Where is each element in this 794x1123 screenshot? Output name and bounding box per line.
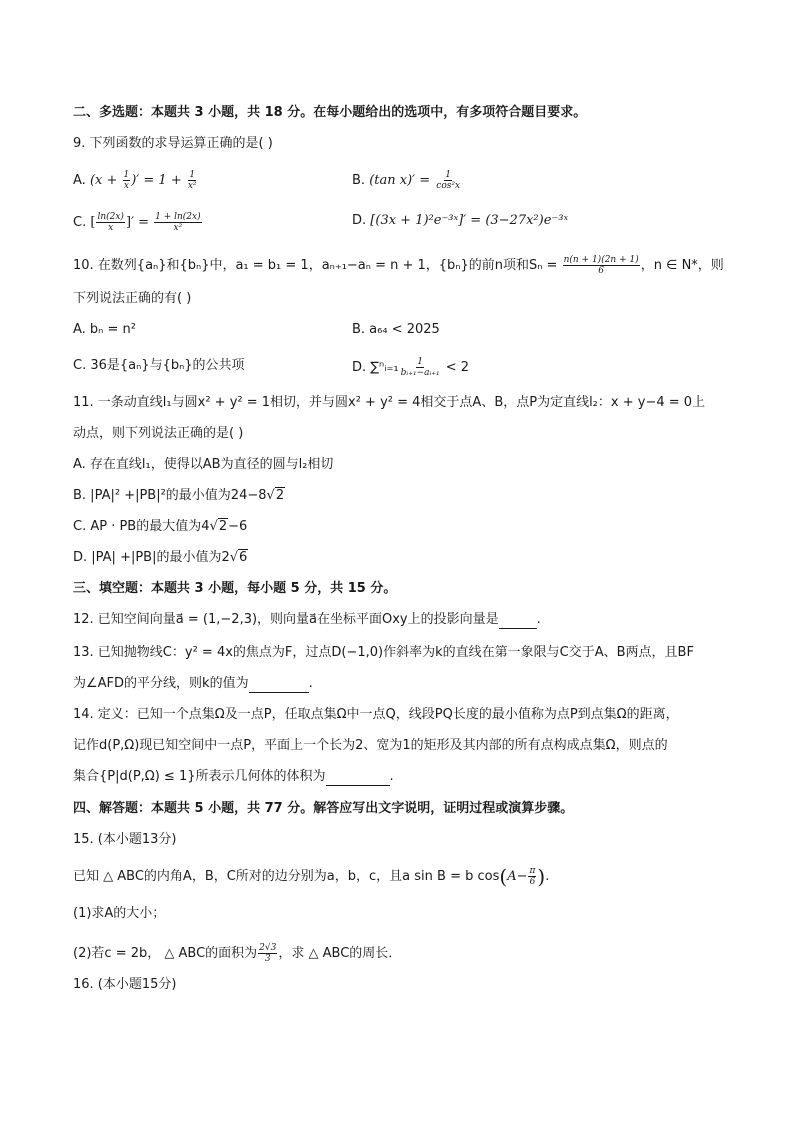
- question-15-title: 15. (本小题13分): [73, 832, 177, 847]
- q9-option-b: B. (tan x)′ = $\frac{1}{\text{cos²x}}$: [352, 170, 461, 191]
- question-15-stem: 已知 △ ABC的内角A，B，C所对的边分别为a，b，c，且a sin B = b cos(A− $\frac{\pi}{6}$ ).: [73, 864, 550, 889]
- fraction: $\frac{1}{\text{cos²x}}$: [436, 170, 461, 191]
- question-13-stem-cont: 为∠AFD的平分线，则k的值为 .: [73, 676, 313, 691]
- q9-option-d: D. [(3x + 1)²e⁻³ˣ]′ = (3−27x²)e⁻³ˣ: [352, 213, 569, 228]
- q11-option-d: D. |PA| +|PB|的最小值为2√6: [73, 550, 248, 565]
- q10-option-c: C. 36是{aₙ}与{bₙ}的公共项: [73, 358, 245, 373]
- section-2-header: 二、多选题：本题共 3 小题，共 18 分。在每小题给出的选项中，有多项符合题目要求。: [73, 105, 587, 120]
- q9-option-c: C. [ $\frac{\ln(2x)}{x}$ ]′ = $\frac{1 + \ln(2x)}{\text{x²}}$: [73, 212, 201, 233]
- q9-option-a: A. (x + $\frac{1}{x}$ )′ = 1 + $\frac{1}{\text{x²}}$: [73, 170, 197, 191]
- q10-option-a: A. bₙ = n²: [73, 322, 136, 337]
- fraction: $\frac{1}{\text{bᵢ₊₁−aᵢ₊₁}}$: [400, 357, 440, 378]
- section-3-header: 三、填空题：本题共 3 小题，每小题 5 分，共 15 分。: [73, 581, 397, 596]
- question-11-stem: 11. 一条动直线l₁与圆x² + y² = 1相切，并与圆x² + y² = 4相交于点A、B，点P为定直线l₂：x + y−4 = 0上: [73, 395, 706, 410]
- answer-blank[interactable]: [326, 773, 390, 786]
- fraction: $\frac{1 + \ln(2x)}{\text{x²}}$: [155, 212, 201, 233]
- question-16-title: 16. (本小题15分): [73, 977, 177, 992]
- fraction: $\frac{1}{x}$: [123, 170, 130, 191]
- q11-option-a: A. 存在直线l₁，使得以AB为直径的圆与l₂相切: [73, 457, 334, 472]
- q10-option-b: B. a₆₄ < 2025: [352, 322, 440, 337]
- answer-blank[interactable]: [249, 680, 309, 693]
- q9-a-expr-1: (x +: [89, 173, 122, 188]
- q9-b-expr: (tan x)′ =: [369, 173, 435, 188]
- question-13-stem: 13. 已知抛物线C：y² = 4x的焦点为F，过点D(−1,0)作斜率为k的直线在第一象限与C交于A、B两点，且BF: [73, 645, 694, 660]
- q11-option-c: C. AP · PB的最大值为4√2−6: [73, 519, 248, 534]
- fraction: $\frac{1}{\text{x²}}$: [187, 170, 197, 191]
- fraction: $\frac{n(n + 1)(2n + 1)}{6}$: [563, 255, 639, 276]
- section-4-header: 四、解答题：本题共 5 小题，共 77 分。解答应写出文字说明，证明过程或演算步骤。: [73, 801, 574, 816]
- q9-a-expr-2: )′ = 1 +: [131, 173, 186, 188]
- question-12: 12. 已知空间向量a⃗ = (1,−2,3)，则向量a⃗在坐标平面Oxy上的投影向量是 .: [73, 612, 541, 627]
- question-14-stem-cont: 记作d(P,Ω)现已知空间中一点P，平面上一个长为2、宽为1的矩形及其内部的所有点构成点集Ω，则点的: [73, 738, 668, 753]
- question-14-stem: 14. 定义：已知一个点集Ω及一点P，任取点集Ω中一点Q，线段PQ长度的最小值称为点P到点集Ω的距离，: [73, 707, 679, 722]
- question-15-part-1: (1)求A的大小；: [73, 906, 166, 921]
- q10-option-d: D. ∑ⁿᵢ₌₁ $\frac{1}{\text{bᵢ₊₁−aᵢ₊₁}}$ < 2: [352, 357, 470, 378]
- question-11-stem-cont: 动点，则下列说法正确的是( ): [73, 426, 244, 441]
- question-10-stem-cont: 下列说法正确的有( ): [73, 291, 192, 306]
- question-14-stem-cont2: 集合{P|d(P,Ω) ≤ 1}所表示几何体的体积为 .: [73, 769, 394, 784]
- answer-blank[interactable]: [499, 616, 537, 629]
- fraction: $\frac{2√3}{3}$: [259, 943, 277, 964]
- fraction: $\frac{\ln(2x)}{x}$: [97, 212, 124, 233]
- question-9-stem: 9. 下列函数的求导运算正确的是( ): [73, 136, 273, 151]
- question-10-stem: 10. 在数列{aₙ}和{bₙ}中，a₁ = b₁ = 1，aₙ₊₁−aₙ = n + 1，{bₙ}的前n项和Sₙ = $\frac{n(n + 1)(2n + 1)}{6}$ ，n ∈ N*，则: [73, 255, 724, 276]
- q11-option-b: B. |PA|² +|PB|²的最小值为24−8√2: [73, 488, 285, 503]
- fraction: $\frac{\pi}{6}$: [529, 866, 536, 887]
- q9-d-expr: [(3x + 1)²e⁻³ˣ]′ = (3−27x²)e⁻³ˣ: [370, 213, 569, 228]
- question-15-part-2: (2)若c = 2b， △ ABC的面积为 $\frac{2√3}{3}$ ，求 △ ABC的周长．: [73, 943, 402, 964]
- q9-c-expr: ′ =: [131, 215, 154, 230]
